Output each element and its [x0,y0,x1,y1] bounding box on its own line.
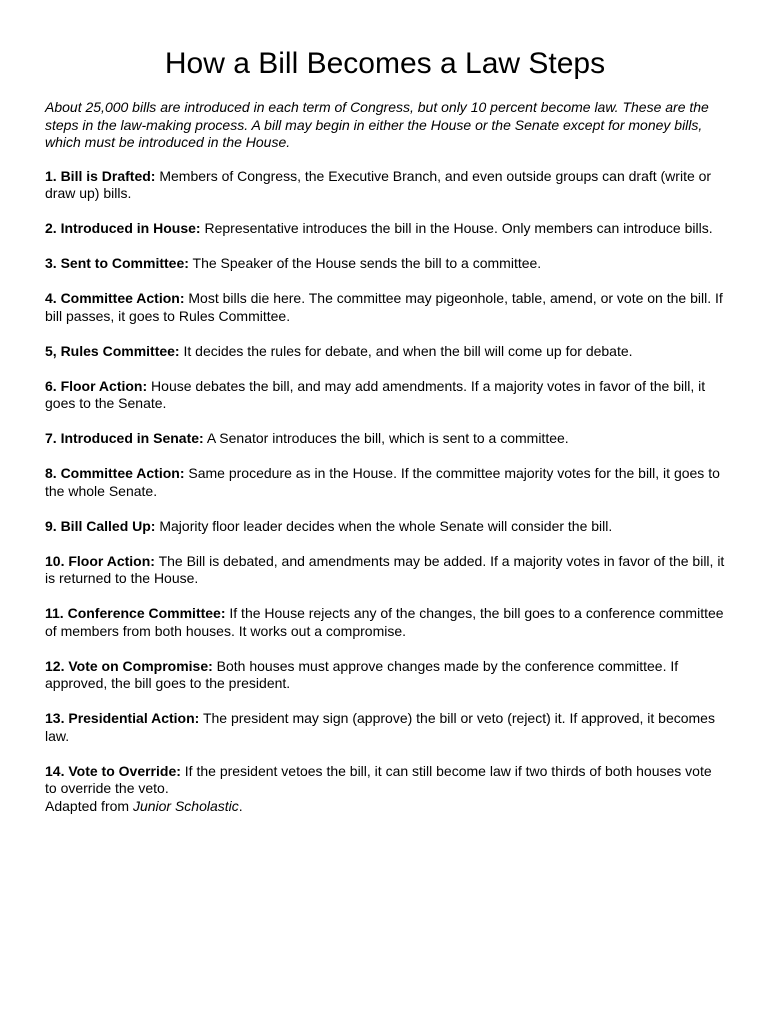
step-label: 4. Committee Action: [45,290,185,306]
step-text: Representative introduces the bill in the House. Only members can introduce bills. [204,220,713,236]
step-item [45,605,725,640]
step-text: Majority floor leader decides when the whole Senate will consider the bill. [159,517,613,534]
step-item [45,168,725,203]
step-label: 14. Vote to Override: [45,762,181,779]
step-label: 11. Conference Committee: [45,605,226,621]
step-text: It decides the rules for debate, and when the bill will come up for debate. [183,342,633,359]
source-credit [45,798,725,816]
step-label: 3. Sent to Committee: [45,255,189,271]
step-label: 5, Rules Committee: [45,342,180,359]
step-item [45,553,725,588]
page-title: How a Bill Becomes a Law Steps [164,47,606,80]
step-text: House debates the bill, and may add amendments. If a majority votes in favor of the bill, it goes to the Senate. [45,377,706,411]
step-text: Members of Congress, the Executive Branch, and even outside groups can draft (write or draw up) bills. [45,167,712,201]
step-label: 1. Bill is Drafted: [45,167,156,184]
step-label: 8. Committee Action: [45,465,185,481]
step-text: The Speaker of the House sends the bill to a committee. [192,255,542,271]
step-label: 10. Floor Action: [45,552,155,569]
step-item [45,430,725,448]
step-item [45,763,725,798]
step-item [45,658,725,693]
steps-list [45,168,725,798]
step-label: 7. Introduced in Senate: [45,430,204,446]
credit-prefix: Adapted from [45,797,133,814]
step-text: Same procedure as in the House. If the committee majority votes for the bill, it goes to the whole Senate. [45,465,720,499]
step-text: The Bill is debated, and amendments may be added. If a majority votes in favor of the bill, it is returned to the House. [45,552,725,586]
step-item [45,343,725,361]
step-item [45,220,725,238]
step-item [45,255,725,273]
step-text: A Senator introduces the bill, which is sent to a committee. [206,430,569,446]
step-item [45,290,725,325]
step-label: 13. Presidential Action: [45,710,200,726]
step-text: If the House rejects any of the changes, the bill goes to a conference committee of members from both houses. It works out a compromise. [45,605,724,639]
step-label: 2. Introduced in House: [45,220,201,236]
step-text: The president may sign (approve) the bill or veto (reject) it. If approved, it becomes law. [45,710,715,744]
step-item [45,378,725,413]
step-text: If the president vetoes the bill, it can still become law if two thirds of both houses vote to override the veto. [45,762,712,796]
step-label: 6. Floor Action: [45,377,148,394]
intro-paragraph: About 25,000 bills are introduced in each term of Congress, but only 10 percent become law. These are the steps in the law-making process. A bill may begin in either the House or the Senate except for money bills, which must be introduced in the House. [45,99,709,150]
step-text: Both houses must approve changes made by the conference committee. If approved, the bill goes to the president. [45,657,679,691]
step-label: 9. Bill Called Up: [45,517,156,534]
step-item [45,710,725,745]
step-label: 12. Vote on Compromise: [45,657,213,674]
credit-source: Junior Scholastic [132,797,239,814]
step-text: Most bills die here. The committee may pigeonhole, table, amend, or vote on the bill. If bill passes, it goes to Rules Committee. [45,290,723,324]
step-item [45,465,725,500]
credit-suffix: . [238,797,243,814]
step-item [45,518,725,536]
document-page [45,44,725,815]
